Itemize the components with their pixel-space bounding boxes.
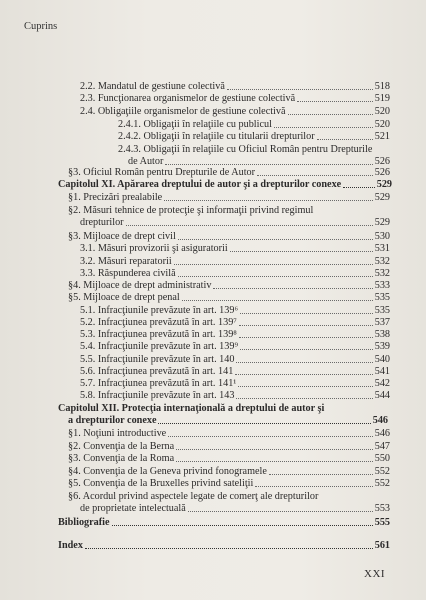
toc-entry[interactable] xyxy=(80,217,390,228)
toc-entry[interactable] xyxy=(68,441,390,452)
toc-page-number: 532 xyxy=(374,256,390,267)
dot-leader xyxy=(182,300,373,301)
toc-entry[interactable] xyxy=(68,192,390,203)
running-header: Cuprins xyxy=(24,21,58,32)
toc-entry[interactable] xyxy=(80,341,390,352)
toc-entry[interactable] xyxy=(80,378,390,389)
toc-entry[interactable] xyxy=(80,305,390,316)
toc-entry-title: §1. Precizări prealabile xyxy=(68,192,163,203)
toc-entry[interactable] xyxy=(68,292,390,303)
toc-page-number: 542 xyxy=(374,378,390,389)
toc-page-number: 546 xyxy=(372,415,388,426)
dot-leader xyxy=(227,89,373,90)
toc-page-number: 541 xyxy=(374,366,390,377)
toc-page-number: 532 xyxy=(374,268,390,279)
toc-entry-title: 5.1. Infracţiunile prevăzute în art. 139⁶ xyxy=(80,305,239,316)
toc-entry-title: §4. Mijloace de drept administrativ xyxy=(68,280,212,291)
toc-entry-title: 2.3. Funcţionarea organismelor de gestiune colectivă xyxy=(80,93,296,104)
dot-leader xyxy=(164,200,373,201)
toc-page-number: 529 xyxy=(374,217,390,228)
dot-leader xyxy=(240,349,373,350)
toc-entry[interactable] xyxy=(68,478,390,489)
toc-entry[interactable] xyxy=(80,317,390,328)
dot-leader xyxy=(213,288,372,289)
toc-entry[interactable] xyxy=(58,540,390,551)
toc-entry-title: 2.2. Mandatul de gestiune colectivă xyxy=(80,81,225,92)
toc-page-number: 529 xyxy=(374,192,390,203)
toc-page-number: 520 xyxy=(374,106,390,117)
toc-entry-title: 5.8. Infracţiunile prevăzute în art. 143 xyxy=(80,390,235,401)
toc-page-number: 520 xyxy=(374,119,390,130)
toc-entry[interactable] xyxy=(80,268,390,279)
toc-entry[interactable] xyxy=(58,517,390,528)
dot-leader xyxy=(165,164,372,165)
toc-page-number: 553 xyxy=(374,503,390,514)
dot-leader xyxy=(168,436,373,437)
toc-entry[interactable] xyxy=(118,131,390,142)
toc-page-number: 550 xyxy=(374,453,390,464)
toc-entry-title: 3.1. Măsuri provizorii şi asiguratorii xyxy=(80,243,228,254)
toc-entry[interactable] xyxy=(68,231,390,242)
toc-page-number: 535 xyxy=(374,292,390,303)
toc-entry[interactable] xyxy=(80,256,390,267)
dot-leader xyxy=(230,251,373,252)
toc-page-number: 529 xyxy=(376,179,392,190)
toc-entry[interactable] xyxy=(80,243,390,254)
toc-entry[interactable] xyxy=(68,453,390,464)
toc-entry-title: §4. Convenţia de la Geneva privind fonogramele xyxy=(68,466,267,477)
toc-entry-title: 2.4. Obligaţiile organismelor de gestiune colectivă xyxy=(80,106,286,117)
dot-leader xyxy=(240,313,373,314)
toc-entry-title: 2.4.2. Obligaţii în relaţiile cu titularii drepturilor xyxy=(118,131,315,142)
page-number: XXI xyxy=(364,568,386,580)
toc-page-number: 518 xyxy=(374,81,390,92)
toc-entry-title: Capitolul XI. Apărarea dreptului de autor şi a drepturilor conexe xyxy=(58,179,342,190)
toc-page-number: 540 xyxy=(374,354,390,365)
dot-leader xyxy=(239,325,373,326)
toc-entry-title: §2. Convenţia de la Berna xyxy=(68,441,175,452)
toc-page-number: 531 xyxy=(374,243,390,254)
dot-leader xyxy=(188,511,373,512)
toc-page-number: 539 xyxy=(374,341,390,352)
toc-entry-title: 5.5. Infracţiunile prevăzute în art. 140 xyxy=(80,354,235,365)
toc-entry-title: 5.4. Infracţiunile prevăzute în art. 139⁹ xyxy=(80,341,239,352)
toc-entry[interactable] xyxy=(80,329,390,340)
dot-leader xyxy=(85,548,373,549)
toc-entry-title: 2.4.1. Obligaţii în relaţiile cu publicul xyxy=(118,119,272,130)
toc-page-number: 538 xyxy=(374,329,390,340)
toc-entry-title: §5. Convenţia de la Bruxelles privind sateliţii xyxy=(68,478,254,489)
toc-entry[interactable] xyxy=(80,81,390,92)
dot-leader xyxy=(343,187,375,188)
dot-leader xyxy=(288,114,373,115)
toc-page-number: 537 xyxy=(374,317,390,328)
dot-leader xyxy=(112,525,373,526)
toc-entry[interactable] xyxy=(80,106,390,117)
toc-entry[interactable] xyxy=(80,93,390,104)
toc-entry[interactable] xyxy=(80,354,390,365)
dot-leader xyxy=(274,127,373,128)
toc-page-number: 526 xyxy=(374,156,390,167)
toc-entry-title: 5.6. Infracţiunea prevăzută în art. 141 xyxy=(80,366,234,377)
toc-entry[interactable] xyxy=(68,415,388,426)
dot-leader xyxy=(269,474,373,475)
toc-page-number: 526 xyxy=(374,167,390,178)
dot-leader xyxy=(317,139,373,140)
dot-leader xyxy=(235,374,372,375)
dot-leader xyxy=(236,398,372,399)
toc-entry[interactable] xyxy=(68,167,390,178)
toc-entry-title: §2. Măsuri tehnice de protecţie şi informaţii privind regimul xyxy=(68,205,314,216)
toc-entry[interactable] xyxy=(80,390,390,401)
toc-entry[interactable] xyxy=(80,503,390,514)
toc-entry[interactable] xyxy=(80,366,390,377)
toc-entry-title: 3.2. Măsuri reparatorii xyxy=(80,256,172,267)
dot-leader xyxy=(176,449,373,450)
toc-entry-title: Capitolul XII. Protecţia internaţională a dreptului de autor şi xyxy=(58,403,325,414)
toc-entry-title: 2.4.3. Obligaţii în relaţiile cu Oficiul Român pentru Drepturile xyxy=(118,144,373,155)
dot-leader xyxy=(257,175,373,176)
toc-entry-continuation: de proprietate intelectuală xyxy=(80,503,186,514)
dot-leader xyxy=(238,386,372,387)
toc-entry-title: §3. Convenţia de la Roma xyxy=(68,453,175,464)
toc-page-number: 561 xyxy=(374,540,390,551)
toc-entry[interactable] xyxy=(128,156,390,167)
toc-entry-title: Index xyxy=(58,540,83,551)
toc-page-number: 552 xyxy=(374,466,390,477)
dot-leader xyxy=(178,276,373,277)
toc-entry-title: 5.2. Infracţiunea prevăzută în art. 139⁷ xyxy=(80,317,237,328)
dot-leader xyxy=(255,486,372,487)
toc-page-number: 530 xyxy=(374,231,390,242)
toc-entry-title: 5.3. Infracţiunea prevăzută în art. 139⁸ xyxy=(80,329,237,340)
dot-leader xyxy=(158,423,370,424)
toc-page-number: 555 xyxy=(374,517,390,528)
toc-page-number: 519 xyxy=(374,93,390,104)
dot-leader xyxy=(297,101,373,102)
toc-entry-continuation: a drepturilor conexe xyxy=(68,415,157,426)
toc-entry-title: 5.7. Infracţiunea prevăzută în art. 141¹ xyxy=(80,378,237,389)
toc-page-number: 521 xyxy=(374,131,390,142)
toc-entry[interactable] xyxy=(68,280,390,291)
dot-leader xyxy=(176,461,373,462)
toc-page-number: 546 xyxy=(374,428,390,439)
toc-entry[interactable] xyxy=(58,179,392,190)
toc-entry-title: §3. Oficiul Român pentru Drepturile de Autor xyxy=(68,167,256,178)
toc-entry[interactable] xyxy=(68,466,390,477)
toc-entry-title: Bibliografie xyxy=(58,517,110,528)
dot-leader xyxy=(178,239,373,240)
dot-leader xyxy=(236,362,372,363)
toc-page-number: 533 xyxy=(374,280,390,291)
toc-entry-continuation: drepturilor xyxy=(80,217,124,228)
toc-entry-title: §6. Acordul privind aspectele legate de comerţ ale drepturilor xyxy=(68,491,319,502)
toc-entry-title: §3. Mijloace de drept civil xyxy=(68,231,176,242)
dot-leader xyxy=(174,264,373,265)
dot-leader xyxy=(126,225,373,226)
dot-leader xyxy=(239,337,373,338)
toc-page-number: 552 xyxy=(374,478,390,489)
toc-entry-continuation: de Autor xyxy=(128,156,164,167)
toc-entry[interactable] xyxy=(118,119,390,130)
toc-entry-title: §1. Noţiuni introductive xyxy=(68,428,167,439)
toc-entry[interactable] xyxy=(68,428,390,439)
toc-page-number: 544 xyxy=(374,390,390,401)
toc-page-number: 547 xyxy=(374,441,390,452)
toc-entry-title: 3.3. Răspunderea civilă xyxy=(80,268,176,279)
toc-page-number: 535 xyxy=(374,305,390,316)
toc-entry-title: §5. Mijloace de drept penal xyxy=(68,292,180,303)
